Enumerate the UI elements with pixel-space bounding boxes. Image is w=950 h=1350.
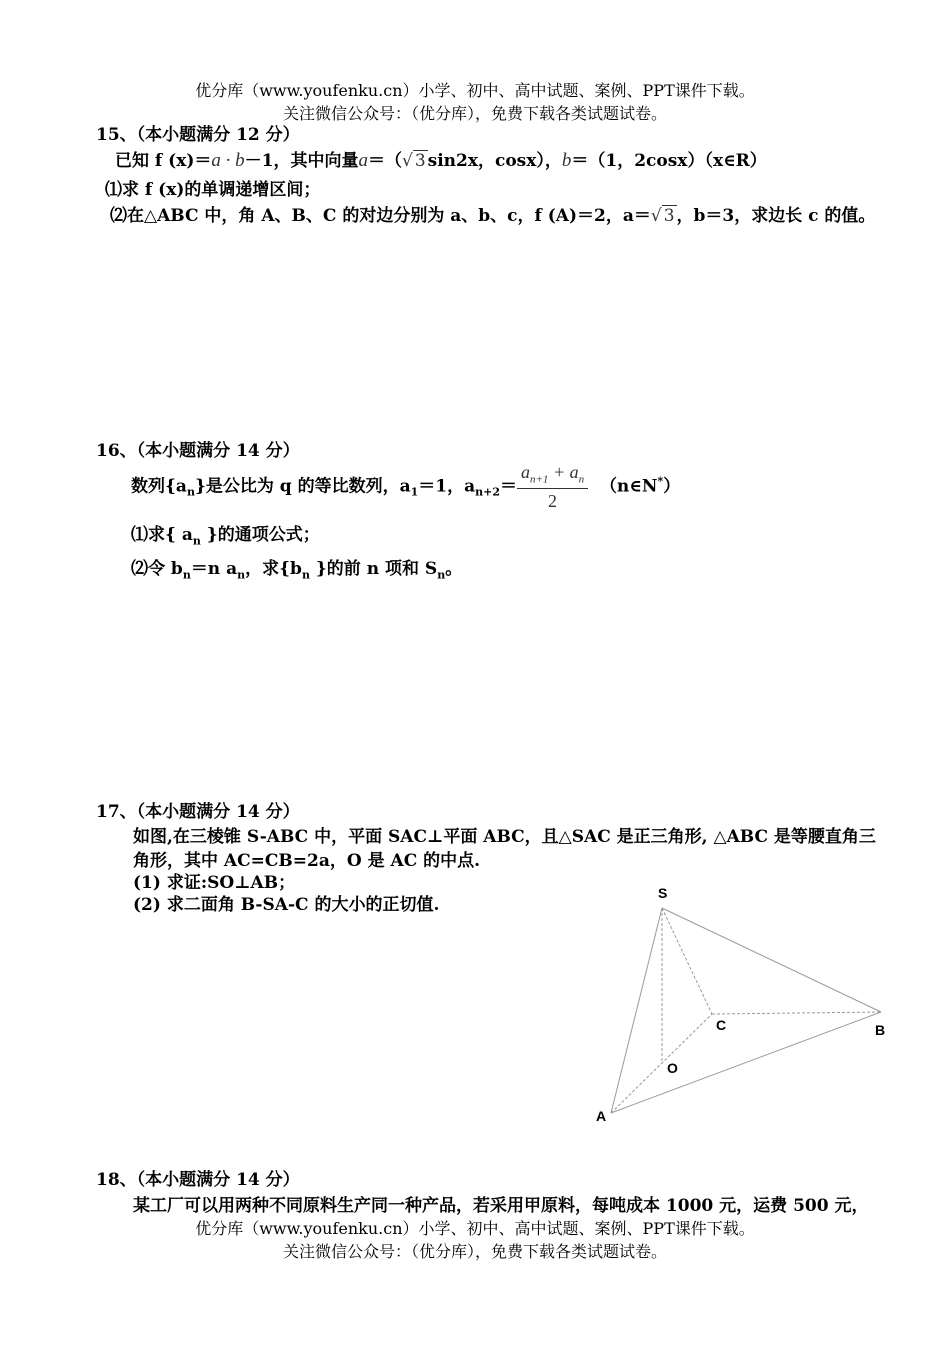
q17-stem-2: 角形，其中 AC=CB=2a，O 是 AC 的中点. xyxy=(133,851,481,871)
vertex-label-o: O xyxy=(667,1060,678,1076)
q17-stem-1: 如图,在三棱锥 S-ABC 中，平面 SAC⊥平面 ABC，且△SAC 是正三角形, △ABC 是等腰直角三 xyxy=(133,827,876,847)
vertex-label-s: S xyxy=(658,885,668,901)
edge-sc xyxy=(662,908,712,1014)
edge-sb xyxy=(662,908,881,1012)
edge-sa xyxy=(611,908,662,1113)
q17-part-1: (1) 求证:SO⊥AB； xyxy=(133,873,296,893)
q18-stem-1: 某工厂可以用两种不同原料生产同一种产品，若采用甲原料，每吨成本 1000 元，运费 500 元， xyxy=(133,1196,869,1216)
sqrt-symbol: √ 3 xyxy=(650,206,675,226)
footer-line-1: 优分库（www.youfenku.cn）小学、初中、高中试题、案例、PPT课件下载。 xyxy=(195,1219,755,1238)
q15-title: 15、（本小题满分 12 分） xyxy=(96,125,300,145)
q17-title: 17、（本小题满分 14 分） xyxy=(96,802,300,822)
q16-stem: 数列$\{a_n\}$是公比为 q 的等比数列，$a_1=1$，$a_{n+2}=$ $\frac{a_{n+1} + a_n}{2}$ （n∈N*） xyxy=(131,462,681,511)
vertex-label-c: C xyxy=(716,1017,727,1033)
q16-part-1: ⑴求{ $a_n$ }的通项公式； xyxy=(131,525,320,548)
tetrahedron-figure xyxy=(580,875,900,1135)
header-line-1: 优分库（www.youfenku.cn）小学、初中、高中试题、案例、PPT课件下载。 xyxy=(195,81,755,100)
vertex-label-b: B xyxy=(875,1022,886,1038)
fraction: $\frac{a_{n+1} + a_n}{2}$ xyxy=(517,462,588,512)
header-line-2: 关注微信公众号：（优分库），免费下载各类试题试卷。 xyxy=(282,104,667,123)
q15-part-2: ⑵在△ABC 中，角 A、B、C 的对边分别为 a、b、c，f (A)＝2，a＝√ 3 ，b＝3，求边长 c 的值。 xyxy=(110,206,876,226)
q15-stem: 已知 f (x)＝a · b－1，其中向量a＝（√ 3 sin2x，cosx），b＝（1，2cosx）（x∈R） xyxy=(115,150,767,171)
footer-line-2: 关注微信公众号：（优分库），免费下载各类试题试卷。 xyxy=(282,1242,667,1261)
q16-title: 16、（本小题满分 14 分） xyxy=(96,441,300,461)
q16-part-2: ⑵令 $b_n=n$ $a_n$，求{$b_n$ }的前 n 项和 $S_n$。 xyxy=(131,559,463,582)
sqrt-symbol: √ 3 xyxy=(401,151,426,171)
q17-part-2: (2) 求二面角 B-SA-C 的大小的正切值. xyxy=(133,895,440,915)
q15-part-1: ⑴求 f (x)的单调递增区间； xyxy=(105,180,321,200)
vertex-label-a: A xyxy=(596,1108,607,1124)
edge-cb xyxy=(712,1012,881,1014)
q18-title: 18、（本小题满分 14 分） xyxy=(96,1170,300,1190)
edge-ab xyxy=(611,1012,881,1113)
